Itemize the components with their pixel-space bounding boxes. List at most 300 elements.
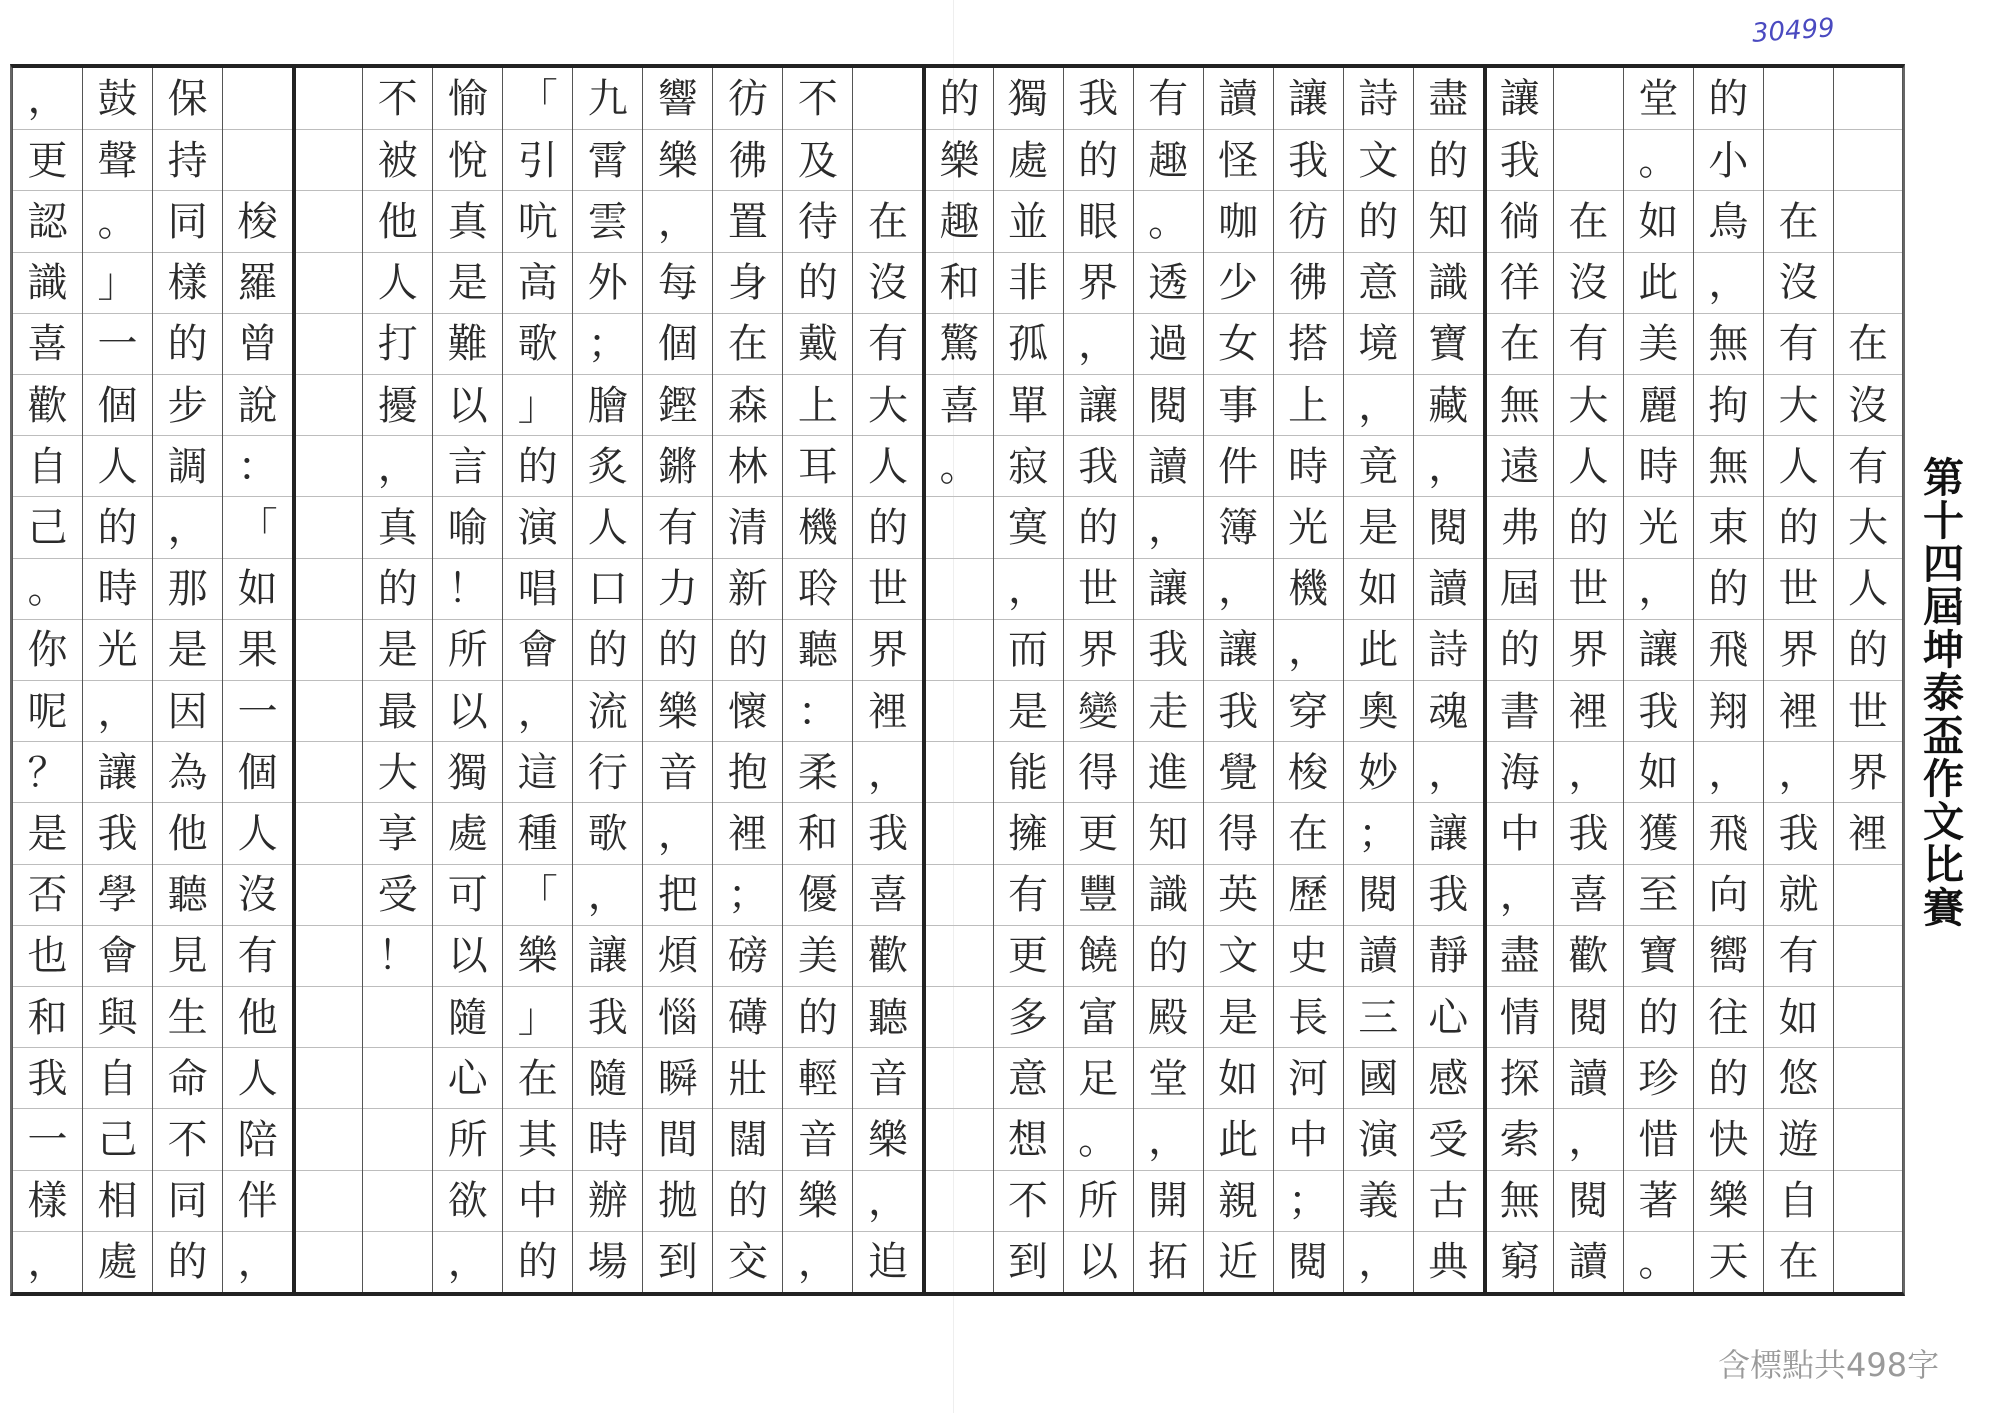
grid-cell: 的 (503, 435, 572, 497)
grid-cell: 彷 (1274, 190, 1343, 252)
grid-cell: 有 (1148, 75, 1189, 122)
grid-cell: ， (1487, 864, 1553, 926)
grid-cell: 光 (1624, 496, 1693, 558)
grid-cell: 在 (853, 190, 922, 252)
grid-cell (926, 741, 992, 803)
grid-cell: 我 (1554, 802, 1623, 864)
grid-cell: 如 (223, 558, 292, 620)
grid-cell: 文 (1344, 129, 1413, 191)
grid-cell: 行 (573, 741, 642, 803)
grid-cell: 和 (13, 986, 82, 1048)
grid-cell: ， (1694, 741, 1763, 803)
grid-cell: 有 (1764, 313, 1833, 375)
grid-cell: 以 (433, 374, 502, 436)
grid-cell: 孤 (994, 313, 1063, 375)
grid-cell: 打 (363, 313, 432, 375)
grid-cell: 的 (1414, 129, 1483, 191)
grid-cell: 竟 (1344, 435, 1413, 497)
grid-cell: 世 (853, 558, 922, 620)
grid-cell: 炙 (573, 435, 642, 497)
grid-cell: 生 (153, 986, 222, 1048)
grid-cell: 和 (783, 802, 852, 864)
grid-cell (926, 680, 992, 742)
grid-cell: 霄 (573, 129, 642, 191)
grid-cell (853, 68, 922, 129)
grid-cell: 同 (153, 1170, 222, 1232)
grid-cell: 喜 (13, 313, 82, 375)
grid-cell: 此 (1204, 1108, 1273, 1170)
grid-cell: ， (1554, 1108, 1623, 1170)
grid-cell: 中 (1487, 802, 1553, 864)
grid-cell: 在 (503, 1047, 572, 1109)
grid-cell: ： (223, 435, 292, 497)
grid-cell: 大 (1764, 374, 1833, 436)
grid-cell: 在 (1487, 313, 1553, 375)
grid-cell: 他 (363, 190, 432, 252)
grid-cell: 索 (1487, 1108, 1553, 1170)
grid-cell: 識 (1134, 864, 1203, 926)
grid-cell: 搭 (1274, 313, 1343, 375)
grid-cell: ， (83, 680, 152, 742)
grid-cell: 意 (1344, 252, 1413, 314)
grid-cell: 聲 (83, 129, 152, 191)
grid-cell: 沒 (853, 252, 922, 314)
grid-cell: 陪 (223, 1108, 292, 1170)
grid-cell: 我 (13, 1047, 82, 1109)
grid-cell: 想 (994, 1108, 1063, 1170)
grid-cell: 樂 (926, 129, 992, 191)
grid-cell: 在 (1274, 802, 1343, 864)
grid-cell: 力 (643, 558, 712, 620)
grid-cell: 中 (503, 1170, 572, 1232)
grid-cell: 得 (1204, 802, 1273, 864)
grid-cell (926, 1108, 992, 1170)
grid-column (12, 68, 82, 1292)
grid-cell: 自 (1764, 1170, 1833, 1232)
grid-cell: 「 (517, 75, 558, 122)
grid-cell: 抱 (713, 741, 782, 803)
grid-cell: 的 (1694, 558, 1763, 620)
grid-cell: 機 (1274, 558, 1343, 620)
grid-cell: 的 (1834, 619, 1902, 681)
grid-cell: 曾 (223, 313, 292, 375)
grid-cell: 世 (1764, 558, 1833, 620)
grid-cell: ， (1764, 741, 1833, 803)
grid-cell (296, 435, 362, 497)
grid-cell: 寶 (1624, 925, 1693, 987)
grid-cell: 束 (1694, 496, 1763, 558)
grid-cell: 上 (783, 374, 852, 436)
grid-cell: 把 (643, 864, 712, 926)
grid-cell: 處 (83, 1231, 152, 1293)
grid-cell: 國 (1344, 1047, 1413, 1109)
grid-cell: 喜 (853, 864, 922, 926)
grid-cell: 有 (223, 925, 292, 987)
grid-cell: 人 (1764, 435, 1833, 497)
grid-cell: 變 (1064, 680, 1133, 742)
grid-cell: 的 (1487, 619, 1553, 681)
grid-cell: 讓 (1624, 619, 1693, 681)
grid-cell: 讀 (1218, 75, 1259, 122)
grid-cell: 處 (994, 129, 1063, 191)
grid-cell: 調 (153, 435, 222, 497)
grid-cell: 。 (1134, 190, 1203, 252)
grid-cell: 樂 (1694, 1170, 1763, 1232)
grid-cell: 人 (573, 496, 642, 558)
grid-cell: 口 (573, 558, 642, 620)
grid-cell: 鏘 (643, 435, 712, 497)
grid-cell: 樣 (13, 1170, 82, 1232)
grid-cell: ， (1414, 741, 1483, 803)
grid-cell: 。 (1064, 1108, 1133, 1170)
grid-cell: 在 (1764, 1231, 1833, 1293)
grid-cell: 事 (1204, 374, 1273, 436)
grid-cell: 的 (1134, 925, 1203, 987)
grid-cell (926, 986, 992, 1048)
grid-cell: 的 (939, 75, 980, 122)
grid-cell: 海 (1487, 741, 1553, 803)
grid-cell: 獨 (433, 741, 502, 803)
grid-cell: 的 (1708, 75, 1749, 122)
grid-cell: 一 (13, 1108, 82, 1170)
grid-cell: 伴 (223, 1170, 292, 1232)
grid-cell: 所 (433, 1108, 502, 1170)
grid-cell: 懷 (713, 680, 782, 742)
grid-cell: 其 (503, 1108, 572, 1170)
grid-cell: 如 (1624, 190, 1693, 252)
grid-cell: 更 (13, 129, 82, 191)
grid-cell: 九 (587, 75, 628, 122)
grid-cell: 演 (503, 496, 572, 558)
grid-cell: 界 (1554, 619, 1623, 681)
grid-cell: 受 (1414, 1108, 1483, 1170)
grid-cell: 自 (13, 435, 82, 497)
grid-column (1133, 68, 1203, 1292)
grid-cell: 喻 (433, 496, 502, 558)
grid-cell: 英 (1204, 864, 1273, 926)
grid-cell: 的 (1344, 190, 1413, 252)
grid-cell: 置 (713, 190, 782, 252)
grid-cell: 界 (853, 619, 922, 681)
grid-cell (296, 313, 362, 375)
grid-cell (296, 252, 362, 314)
grid-cell: 彿 (1274, 252, 1343, 314)
grid-cell: ， (1134, 1108, 1203, 1170)
grid-cell: 我 (1204, 680, 1273, 742)
grid-cell: 讓 (1414, 802, 1483, 864)
grid-cell: 趣 (926, 190, 992, 252)
grid-cell: 河 (1274, 1047, 1343, 1109)
grid-cell: 所 (1064, 1170, 1133, 1232)
grid-cell: 梭 (1274, 741, 1343, 803)
grid-cell: 感 (1414, 1047, 1483, 1109)
grid-cell (1834, 252, 1902, 314)
grid-cell: 是 (153, 619, 222, 681)
grid-cell: 。 (1624, 1231, 1693, 1293)
grid-cell: 人 (223, 802, 292, 864)
grid-cell: 如 (1204, 1047, 1273, 1109)
grid-cell (1834, 864, 1902, 926)
grid-cell: ； (1274, 1170, 1343, 1232)
grid-cell: 同 (153, 190, 222, 252)
grid-cell: 惱 (643, 986, 712, 1048)
grid-cell: 美 (783, 925, 852, 987)
grid-cell: 見 (153, 925, 222, 987)
grid-cell: ， (1204, 558, 1273, 620)
grid-cell: 無 (1694, 435, 1763, 497)
grid-cell: 音 (853, 1047, 922, 1109)
grid-cell: 享 (363, 802, 432, 864)
grid-cell: 這 (503, 741, 572, 803)
grid-cell: 時 (83, 558, 152, 620)
grid-cell: 吭 (503, 190, 572, 252)
grid-cell (296, 864, 362, 926)
grid-cell: 嚮 (1694, 925, 1763, 987)
grid-cell: 欲 (433, 1170, 502, 1232)
grid-cell: 學 (83, 864, 152, 926)
grid-cell: 覺 (1204, 741, 1273, 803)
grid-column (152, 68, 222, 1292)
grid-cell: 清 (713, 496, 782, 558)
grid-cell: 詩 (1358, 75, 1399, 122)
grid-cell: ， (1134, 496, 1203, 558)
grid-cell: 惜 (1624, 1108, 1693, 1170)
grid-cell: ， (503, 680, 572, 742)
grid-cell: 羅 (223, 252, 292, 314)
grid-column (292, 68, 362, 1292)
grid-column (432, 68, 502, 1292)
grid-cell: ， (1554, 741, 1623, 803)
grid-cell: 一 (83, 313, 152, 375)
grid-cell: 樂 (853, 1108, 922, 1170)
grid-cell: 。 (13, 558, 82, 620)
grid-cell: 讓 (1204, 619, 1273, 681)
grid-cell: 大 (853, 374, 922, 436)
grid-cell: 並 (994, 190, 1063, 252)
contest-title: 第十四屆坤泰盃作文比賽 (1916, 456, 1964, 929)
grid-cell: 的 (1764, 496, 1833, 558)
grid-cell: 窮 (1487, 1231, 1553, 1293)
grid-cell (296, 925, 362, 987)
grid-cell: 世 (1064, 558, 1133, 620)
grid-cell: 真 (363, 496, 432, 558)
grid-cell: 每 (643, 252, 712, 314)
grid-cell: 讓 (1288, 75, 1329, 122)
grid-cell: 鏗 (643, 374, 712, 436)
grid-cell: 是 (994, 680, 1063, 742)
grid-cell: 以 (433, 925, 502, 987)
grid-cell: 不 (797, 75, 838, 122)
grid-cell: 的 (1694, 1047, 1763, 1109)
grid-cell: 快 (1694, 1108, 1763, 1170)
grid-cell: ， (643, 190, 712, 252)
grid-cell: 珍 (1624, 1047, 1693, 1109)
grid-cell (363, 1108, 432, 1170)
grid-cell: 的 (853, 496, 922, 558)
grid-cell (926, 1170, 992, 1232)
grid-cell: 所 (433, 619, 502, 681)
grid-cell (296, 558, 362, 620)
grid-cell: 裡 (713, 802, 782, 864)
grid-cell: 磅 (713, 925, 782, 987)
grid-cell: 近 (1204, 1231, 1273, 1293)
grid-cell: 的 (1624, 986, 1693, 1048)
grid-cell: 命 (153, 1047, 222, 1109)
grid-cell: 閱 (1344, 864, 1413, 926)
grid-cell: 閱 (1414, 496, 1483, 558)
grid-cell: 我 (1764, 802, 1833, 864)
grid-cell: 遊 (1764, 1108, 1833, 1170)
grid-cell: 相 (83, 1170, 152, 1232)
grid-cell: 迫 (853, 1231, 922, 1293)
grid-cell: 我 (1414, 864, 1483, 926)
grid-cell: 我 (1064, 435, 1133, 497)
grid-cell: 女 (1204, 313, 1273, 375)
grid-cell: 及 (783, 129, 852, 191)
grid-cell: 界 (1064, 619, 1133, 681)
grid-cell: 長 (1274, 986, 1343, 1048)
grid-column (1833, 68, 1903, 1292)
grid-cell: ， (1064, 313, 1133, 375)
grid-cell: 沒 (223, 864, 292, 926)
grid-cell: 時 (1274, 435, 1343, 497)
grid-cell: 聆 (783, 558, 852, 620)
grid-cell: 往 (1694, 986, 1763, 1048)
grid-cell: 沒 (1554, 252, 1623, 314)
grid-cell: 演 (1344, 1108, 1413, 1170)
grid-cell: 」 (503, 986, 572, 1048)
grid-cell: 無 (1487, 374, 1553, 436)
grid-cell: 知 (1134, 802, 1203, 864)
grid-cell: 界 (1764, 619, 1833, 681)
grid-cell: 簿 (1204, 496, 1273, 558)
grid-cell: 可 (433, 864, 502, 926)
grid-cell: 而 (994, 619, 1063, 681)
grid-cell (363, 1231, 432, 1293)
grid-cell: 也 (13, 925, 82, 987)
grid-cell: 上 (1274, 374, 1343, 436)
grid-column (712, 68, 782, 1292)
grid-cell: 如 (1344, 558, 1413, 620)
grid-cell: 被 (363, 129, 432, 191)
grid-cell: 光 (83, 619, 152, 681)
grid-cell: 有 (643, 496, 712, 558)
grid-cell: 境 (1344, 313, 1413, 375)
grid-cell: 閱 (1554, 986, 1623, 1048)
grid-column (502, 68, 572, 1292)
grid-cell: 流 (573, 680, 642, 742)
grid-cell: 探 (1487, 1047, 1553, 1109)
grid-column (782, 68, 852, 1292)
grid-cell: 如 (1764, 986, 1833, 1048)
grid-cell (296, 190, 362, 252)
grid-cell: 」 (83, 252, 152, 314)
grid-cell: 裡 (853, 680, 922, 742)
grid-cell: 獨 (1008, 75, 1049, 122)
grid-cell: 至 (1624, 864, 1693, 926)
serial-number: 30499 (1751, 13, 1836, 49)
grid-cell: 聽 (783, 619, 852, 681)
grid-cell: ； (713, 864, 782, 926)
grid-cell: 己 (83, 1108, 152, 1170)
grid-cell (1554, 68, 1623, 129)
grid-cell: 有 (1764, 925, 1833, 987)
grid-cell: 知 (1414, 190, 1483, 252)
grid-cell: 你 (13, 619, 82, 681)
grid-cell (926, 496, 992, 558)
grid-cell: 我 (573, 986, 642, 1048)
grid-cell: 小 (1694, 129, 1763, 191)
grid-cell: 新 (713, 558, 782, 620)
grid-cell (1554, 129, 1623, 191)
grid-cell: 柔 (783, 741, 852, 803)
grid-cell: 拋 (643, 1170, 712, 1232)
grid-column (642, 68, 712, 1292)
grid-column (1203, 68, 1273, 1292)
grid-cell: 「 (223, 496, 292, 558)
grid-cell: 界 (1834, 741, 1902, 803)
grid-cell: 有 (994, 864, 1063, 926)
grid-cell: 讓 (1064, 374, 1133, 436)
grid-cell: 待 (783, 190, 852, 252)
grid-cell: 鼓 (97, 75, 138, 122)
grid-cell: 史 (1274, 925, 1343, 987)
grid-cell: 咖 (1204, 190, 1273, 252)
grid-cell: ； (1344, 802, 1413, 864)
grid-cell: 就 (1764, 864, 1833, 926)
grid-cell (853, 129, 922, 191)
grid-cell: ！ (433, 558, 502, 620)
grid-cell: 我 (1274, 129, 1343, 191)
grid-cell: 悠 (1764, 1047, 1833, 1109)
grid-cell: 的 (83, 496, 152, 558)
grid-cell: 引 (503, 129, 572, 191)
grid-cell: 優 (783, 864, 852, 926)
grid-cell: 處 (433, 802, 502, 864)
grid-cell: 無 (1487, 1170, 1553, 1232)
grid-cell (296, 374, 362, 436)
grid-cell: 更 (1064, 802, 1133, 864)
grid-cell: 寂 (994, 435, 1063, 497)
grid-cell: 會 (503, 619, 572, 681)
grid-cell (296, 1047, 362, 1109)
grid-cell: 種 (503, 802, 572, 864)
grid-cell: 歡 (13, 374, 82, 436)
grid-cell: 人 (1554, 435, 1623, 497)
grid-cell: 人 (223, 1047, 292, 1109)
grid-cell: 閱 (1554, 1170, 1623, 1232)
grid-cell: 我 (1134, 619, 1203, 681)
grid-cell: ， (783, 1231, 852, 1293)
grid-cell: 飛 (1694, 802, 1763, 864)
grid-cell: ， (853, 741, 922, 803)
grid-cell: 樂 (783, 1170, 852, 1232)
grid-cell: 讀 (1134, 435, 1203, 497)
grid-cell: ， (1414, 435, 1483, 497)
grid-cell: ， (1694, 252, 1763, 314)
grid-cell: 裡 (1834, 802, 1902, 864)
grid-cell: 的 (713, 1170, 782, 1232)
grid-cell: 藏 (1414, 374, 1483, 436)
grid-cell: 有 (853, 313, 922, 375)
grid-cell: 愉 (447, 75, 488, 122)
grid-cell: 最 (363, 680, 432, 742)
grid-cell: 讀 (1554, 1047, 1623, 1109)
grid-cell: 識 (13, 252, 82, 314)
grid-cell: 言 (433, 435, 502, 497)
grid-cell: 礡 (713, 986, 782, 1048)
grid-cell: 非 (994, 252, 1063, 314)
